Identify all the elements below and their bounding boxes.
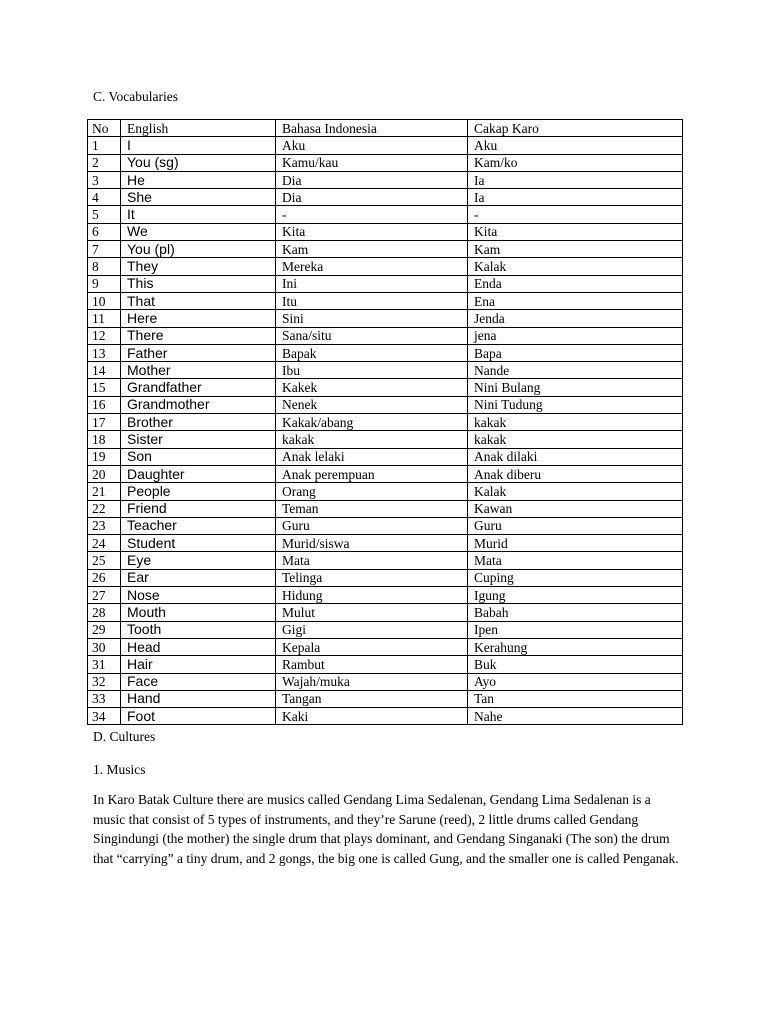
cell-english: Daughter xyxy=(121,465,276,482)
table-row xyxy=(88,344,683,361)
cell-no: 19 xyxy=(88,448,121,465)
cell-no: 34 xyxy=(88,708,121,725)
cell-cakap-karo: Mata xyxy=(468,552,683,569)
cell-no: 7 xyxy=(88,241,121,258)
table-row xyxy=(88,535,683,552)
cell-cakap-karo: Ipen xyxy=(468,621,683,638)
table-row xyxy=(88,500,683,517)
cell-no: 22 xyxy=(88,500,121,517)
cell-no: 33 xyxy=(88,690,121,707)
cell-no: 11 xyxy=(88,310,121,327)
cell-cakap-karo: Kita xyxy=(468,223,683,240)
cell-english: Hand xyxy=(121,690,276,707)
cell-bahasa-indonesia: Anak perempuan xyxy=(276,465,468,482)
cell-english: Tooth xyxy=(121,621,276,638)
cell-english: Here xyxy=(121,310,276,327)
cell-cakap-karo: Aku xyxy=(468,137,683,154)
musics-paragraph: In Karo Batak Culture there are musics called Gendang Lima Sedalenan, Gendang Lima Sedalenan is a music that consist of 5 types of instruments, and they’re Sarune (reed), 2 little drums called Gendang Singindungi (the mother) the single drum that plays dominant, and Gendang Singanaki (The son) the drum that “carrying” a tiny drum, and 2 gongs, the big one is called Gung, and the smaller one is called Penganak. xyxy=(93,792,679,866)
cell-no: 12 xyxy=(88,327,121,344)
cell-english: Father xyxy=(121,344,276,361)
table-row xyxy=(88,396,683,413)
table-header-row xyxy=(88,120,683,137)
cell-no: 18 xyxy=(88,431,121,448)
cell-bahasa-indonesia: Itu xyxy=(276,292,468,309)
table-row xyxy=(88,292,683,309)
cell-bahasa-indonesia: Kepala xyxy=(276,638,468,655)
table-row xyxy=(88,621,683,638)
cell-bahasa-indonesia: Teman xyxy=(276,500,468,517)
cell-bahasa-indonesia: Tangan xyxy=(276,690,468,707)
cell-english: There xyxy=(121,327,276,344)
cell-no: 13 xyxy=(88,344,121,361)
table-row xyxy=(88,604,683,621)
cell-bahasa-indonesia: Mata xyxy=(276,552,468,569)
header-bahasa-indonesia: Bahasa Indonesia xyxy=(276,120,468,137)
cell-no: 28 xyxy=(88,604,121,621)
cell-no: 27 xyxy=(88,587,121,604)
cell-english: Teacher xyxy=(121,517,276,534)
cell-english: He xyxy=(121,171,276,188)
cell-no: 1 xyxy=(88,137,121,154)
cell-no: 29 xyxy=(88,621,121,638)
table-row xyxy=(88,517,683,534)
cell-cakap-karo: Enda xyxy=(468,275,683,292)
cell-english: Son xyxy=(121,448,276,465)
cell-no: 9 xyxy=(88,275,121,292)
cell-no: 25 xyxy=(88,552,121,569)
cell-cakap-karo: Babah xyxy=(468,604,683,621)
table-row xyxy=(88,638,683,655)
cell-bahasa-indonesia: Kaki xyxy=(276,708,468,725)
cell-bahasa-indonesia: Aku xyxy=(276,137,468,154)
cell-bahasa-indonesia: Orang xyxy=(276,483,468,500)
cell-english: They xyxy=(121,258,276,275)
cell-bahasa-indonesia: Murid/siswa xyxy=(276,535,468,552)
musics-subheading: 1. Musics xyxy=(93,762,146,777)
cell-english: Nose xyxy=(121,587,276,604)
cell-no: 30 xyxy=(88,638,121,655)
cell-english: You (pl) xyxy=(121,241,276,258)
cell-english: Mother xyxy=(121,362,276,379)
cell-english: Face xyxy=(121,673,276,690)
cell-english: Grandmother xyxy=(121,396,276,413)
cell-no: 32 xyxy=(88,673,121,690)
cell-no: 8 xyxy=(88,258,121,275)
cell-cakap-karo: Ia xyxy=(468,189,683,206)
cell-bahasa-indonesia: Mulut xyxy=(276,604,468,621)
section-d-heading: D. Cultures xyxy=(93,729,156,744)
cell-no: 14 xyxy=(88,362,121,379)
table-row xyxy=(88,465,683,482)
cell-english: Hair xyxy=(121,656,276,673)
cell-english: Student xyxy=(121,535,276,552)
cell-bahasa-indonesia: Nenek xyxy=(276,396,468,413)
header-no: No xyxy=(88,120,121,137)
cell-bahasa-indonesia: Telinga xyxy=(276,569,468,586)
cell-bahasa-indonesia: Bapak xyxy=(276,344,468,361)
cell-no: 15 xyxy=(88,379,121,396)
table-row xyxy=(88,483,683,500)
cell-english: Head xyxy=(121,638,276,655)
cell-english: Foot xyxy=(121,708,276,725)
table-row xyxy=(88,656,683,673)
cell-english: Mouth xyxy=(121,604,276,621)
cell-no: 21 xyxy=(88,483,121,500)
table-row xyxy=(88,327,683,344)
cell-bahasa-indonesia: Dia xyxy=(276,189,468,206)
cell-cakap-karo: Tan xyxy=(468,690,683,707)
table-row xyxy=(88,137,683,154)
cell-english: She xyxy=(121,189,276,206)
cell-bahasa-indonesia: Wajah/muka xyxy=(276,673,468,690)
cell-english: We xyxy=(121,223,276,240)
cell-cakap-karo: Murid xyxy=(468,535,683,552)
cell-english: You (sg) xyxy=(121,154,276,171)
table-row xyxy=(88,690,683,707)
cell-cakap-karo: kakak xyxy=(468,414,683,431)
cell-bahasa-indonesia: Ibu xyxy=(276,362,468,379)
cell-cakap-karo: Nini Bulang xyxy=(468,379,683,396)
cell-cakap-karo: jena xyxy=(468,327,683,344)
cell-no: 3 xyxy=(88,171,121,188)
table-row xyxy=(88,379,683,396)
cell-no: 17 xyxy=(88,414,121,431)
cell-bahasa-indonesia: Kita xyxy=(276,223,468,240)
cell-no: 6 xyxy=(88,223,121,240)
cell-bahasa-indonesia: Sana/situ xyxy=(276,327,468,344)
table-row xyxy=(88,448,683,465)
header-english: English xyxy=(121,120,276,137)
cell-cakap-karo: Kalak xyxy=(468,258,683,275)
cell-bahasa-indonesia: - xyxy=(276,206,468,223)
cell-cakap-karo: Anak dilaki xyxy=(468,448,683,465)
cell-cakap-karo: Ia xyxy=(468,171,683,188)
cell-no: 26 xyxy=(88,569,121,586)
cell-english: Friend xyxy=(121,500,276,517)
cell-bahasa-indonesia: Ini xyxy=(276,275,468,292)
cell-english: Grandfather xyxy=(121,379,276,396)
cell-bahasa-indonesia: Guru xyxy=(276,517,468,534)
table-row xyxy=(88,708,683,725)
cell-english: I xyxy=(121,137,276,154)
cell-english: Brother xyxy=(121,414,276,431)
cell-bahasa-indonesia: Sini xyxy=(276,310,468,327)
header-cakap-karo: Cakap Karo xyxy=(468,120,683,137)
cell-no: 2 xyxy=(88,154,121,171)
table-row xyxy=(88,569,683,586)
cell-cakap-karo: Bapa xyxy=(468,344,683,361)
cell-bahasa-indonesia: Gigi xyxy=(276,621,468,638)
cell-no: 20 xyxy=(88,465,121,482)
cell-cakap-karo: Ena xyxy=(468,292,683,309)
cell-bahasa-indonesia: Anak lelaki xyxy=(276,448,468,465)
cell-bahasa-indonesia: Dia xyxy=(276,171,468,188)
table-row xyxy=(88,362,683,379)
cell-english: Eye xyxy=(121,552,276,569)
section-c-heading: C. Vocabularies xyxy=(93,89,178,104)
cell-cakap-karo: Buk xyxy=(468,656,683,673)
cell-cakap-karo: Cuping xyxy=(468,569,683,586)
cell-cakap-karo: Ayo xyxy=(468,673,683,690)
cell-english: This xyxy=(121,275,276,292)
cell-cakap-karo: Nande xyxy=(468,362,683,379)
cell-english: Ear xyxy=(121,569,276,586)
vocabulary-table xyxy=(87,119,683,725)
cell-cakap-karo: kakak xyxy=(468,431,683,448)
table-row xyxy=(88,414,683,431)
table-row xyxy=(88,258,683,275)
table-row xyxy=(88,587,683,604)
cell-english: That xyxy=(121,292,276,309)
cell-cakap-karo: Kam/ko xyxy=(468,154,683,171)
cell-bahasa-indonesia: Hidung xyxy=(276,587,468,604)
table-row xyxy=(88,552,683,569)
cell-bahasa-indonesia: Kakak/abang xyxy=(276,414,468,431)
table-row xyxy=(88,206,683,223)
cell-cakap-karo: Guru xyxy=(468,517,683,534)
cell-english: People xyxy=(121,483,276,500)
cell-cakap-karo: Kalak xyxy=(468,483,683,500)
cell-cakap-karo: Kerahung xyxy=(468,638,683,655)
cell-no: 24 xyxy=(88,535,121,552)
cell-bahasa-indonesia: Kamu/kau xyxy=(276,154,468,171)
cell-english: Sister xyxy=(121,431,276,448)
cell-cakap-karo: Nahe xyxy=(468,708,683,725)
vocabulary-table-body xyxy=(88,137,683,725)
table-row xyxy=(88,154,683,171)
cell-bahasa-indonesia: Mereka xyxy=(276,258,468,275)
cell-bahasa-indonesia: Kam xyxy=(276,241,468,258)
cell-bahasa-indonesia: Kakek xyxy=(276,379,468,396)
table-row xyxy=(88,673,683,690)
cell-no: 10 xyxy=(88,292,121,309)
cell-bahasa-indonesia: Rambut xyxy=(276,656,468,673)
table-row xyxy=(88,171,683,188)
cell-cakap-karo: Anak diberu xyxy=(468,465,683,482)
table-row xyxy=(88,275,683,292)
table-row xyxy=(88,189,683,206)
cell-cakap-karo: Kawan xyxy=(468,500,683,517)
table-row xyxy=(88,223,683,240)
cell-english: It xyxy=(121,206,276,223)
cell-no: 31 xyxy=(88,656,121,673)
table-row xyxy=(88,310,683,327)
cell-cakap-karo: Igung xyxy=(468,587,683,604)
cell-bahasa-indonesia: kakak xyxy=(276,431,468,448)
cell-no: 4 xyxy=(88,189,121,206)
cell-no: 16 xyxy=(88,396,121,413)
cell-cakap-karo: - xyxy=(468,206,683,223)
table-row xyxy=(88,431,683,448)
cell-no: 23 xyxy=(88,517,121,534)
cell-cakap-karo: Nini Tudung xyxy=(468,396,683,413)
cell-cakap-karo: Jenda xyxy=(468,310,683,327)
table-row xyxy=(88,241,683,258)
cell-cakap-karo: Kam xyxy=(468,241,683,258)
cell-no: 5 xyxy=(88,206,121,223)
